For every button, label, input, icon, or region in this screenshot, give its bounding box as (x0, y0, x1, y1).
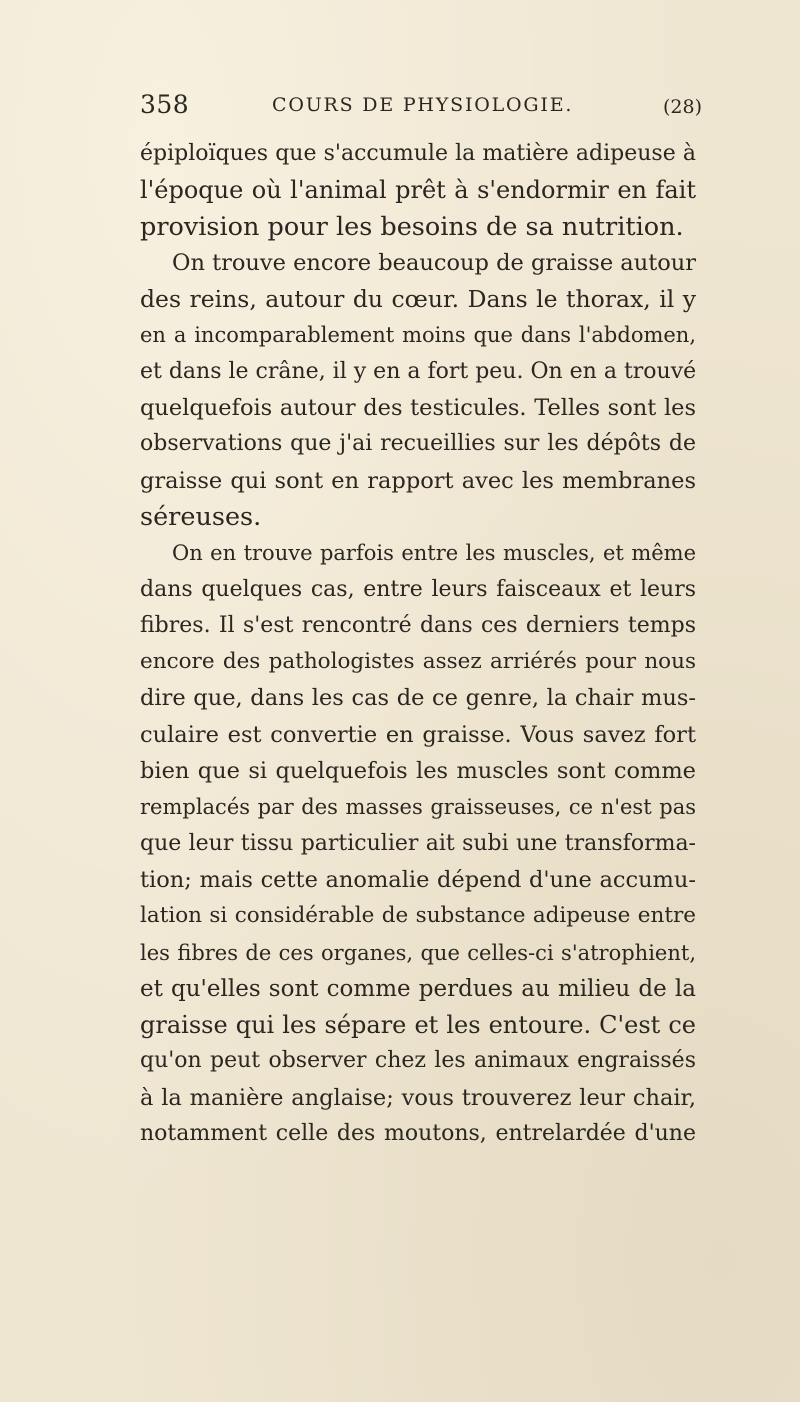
text-line: que leur tissu particulier ait subi une transforma- (140, 830, 696, 856)
text-line: et dans le crâne, il y en a fort peu. On en a trouvé (140, 358, 697, 384)
text-line: bien que si quelquefois les muscles sont comme (140, 758, 696, 785)
text-line: séreuses. (140, 501, 262, 532)
text-line: fibres. Il s'est rencontré dans ces derniers temps (140, 612, 696, 638)
text-line: à la manière anglaise; vous trouverez leur chair, (140, 1084, 696, 1111)
text-line: On en trouve parfois entre les muscles, et même (172, 541, 696, 566)
text-line: quelquefois autour des testicules. Telles sont les (140, 395, 696, 422)
page-header (140, 90, 700, 126)
lecture-number: (28) (662, 96, 702, 118)
text-line: tion; mais cette anomalie dépend d'une accumu- (140, 866, 696, 893)
text-line: On trouve encore beaucoup de graisse autour (172, 249, 697, 276)
text-line: notamment celle des moutons, entrelardée d'une (140, 1121, 696, 1147)
text-line: les fibres de ces organes, que celles-ci s'atrophient, (140, 940, 696, 965)
text-line: épiploïques que s'accumule la matière adipeuse à (140, 141, 696, 166)
text-line: graisse qui sont en rapport avec les membranes (140, 467, 696, 494)
text-line: encore des pathologistes assez arriérés pour nous (140, 649, 696, 675)
text-line: provision pour les besoins de sa nutrition. (140, 211, 684, 242)
body-text (140, 136, 696, 1152)
text-line: culaire est convertie en graisse. Vous savez fort (140, 721, 696, 748)
text-line: en a incomparablement moins que dans l'abdomen, (140, 323, 696, 348)
text-line: dans quelques cas, entre leurs faisceaux et leurs (140, 576, 696, 602)
text-line: remplacés par des masses graisseuses, ce n'est pas (140, 795, 696, 820)
text-line: lation si considérable de substance adipeuse entre (140, 903, 696, 929)
text-line: et qu'elles sont comme perdues au milieu de la (140, 975, 696, 1002)
page-number: 358 (140, 90, 190, 119)
text-line: observations que j'ai recueillies sur les dépôts de (140, 431, 696, 457)
text-line: dire que, dans les cas de ce genre, la chair mus- (140, 685, 696, 712)
text-line: des reins, autour du cœur. Dans le thorax, il y (140, 285, 696, 314)
text-line: graisse qui les sépare et les entoure. C'est ce (140, 1011, 696, 1040)
running-title: COURS DE PHYSIOLOGIE. (272, 94, 574, 116)
text-line: qu'on peut observer chez les animaux engraissés (140, 1048, 696, 1074)
text-line: l'époque où l'animal prêt à s'endormir en fait (140, 176, 696, 205)
